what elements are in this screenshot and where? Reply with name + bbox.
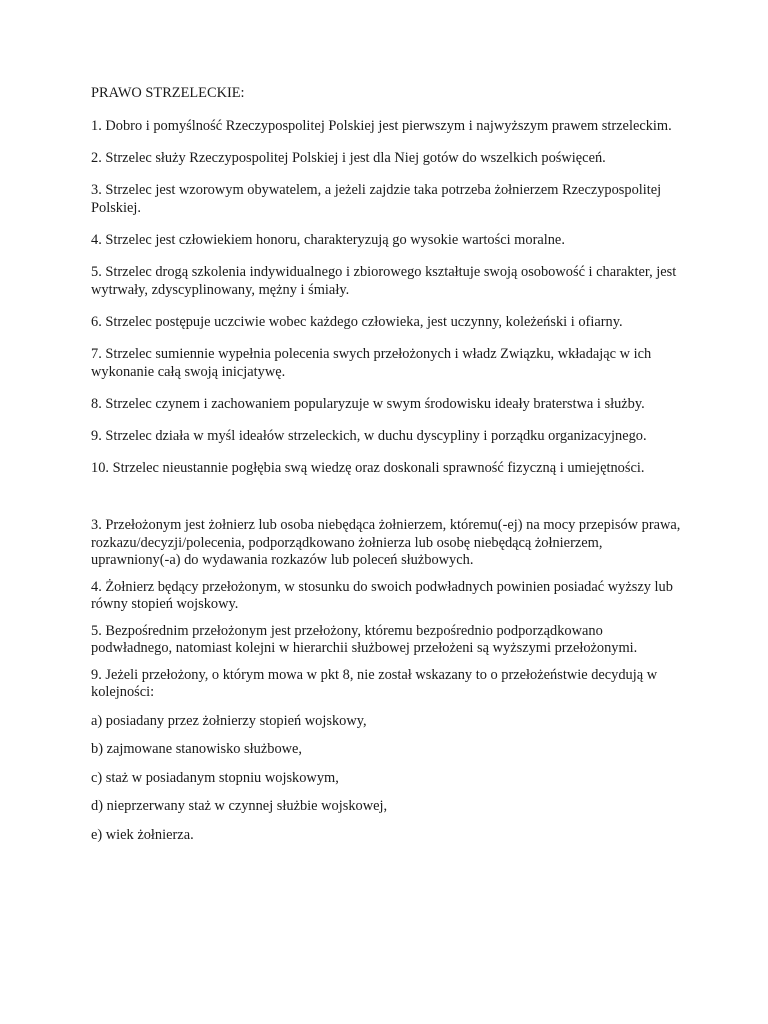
- law-point-2: 2. Strzelec służy Rzeczypospolitej Polskiej i jest dla Niej gotów do wszelkich poświęceń.: [91, 150, 606, 166]
- law-point-9: 9. Strzelec działa w myśl ideałów strzeleckich, w duchu dyscypliny i porządku organizacyjnego.: [91, 428, 647, 444]
- superior-point-5: 5. Bezpośrednim przełożonym jest przełożony, któremu bezpośrednio podporządkowano podwładnego, natomiast kolejni w hierarchii służbowej przełożeni są wyższymi przełożonymi.: [91, 622, 638, 656]
- section-gap: [91, 491, 681, 517]
- precedence-item-d: d) nieprzerwany staż w czynnej służbie wojskowej,: [91, 798, 388, 814]
- law-point-6: 6. Strzelec postępuje uczciwie wobec każdego człowieka, jest uczynny, koleżeński i ofiarny.: [91, 314, 623, 330]
- law-point-3: 3. Strzelec jest wzorowym obywatelem, a jeżeli zajdzie taka potrzeba żołnierzem Rzeczypospolitej Polskiej.: [91, 182, 662, 216]
- law-point-5: 5. Strzelec drogą szkolenia indywidualnego i zbiorowego kształtuje swoją osobowość i charakter, jest wytrwały, zdyscyplinowany, mężny i śmiały.: [91, 264, 677, 298]
- superior-point-3: 3. Przełożonym jest żołnierz lub osoba niebędąca żołnierzem, któremu(-ej) na mocy przepisów prawa, rozkazu/decyzji/polecenia, podporządkowano żołnierza lub osobę niebędącą żołnierzem, uprawniony(-a) do wydawania rozkazów lub poleceń służbowych.: [91, 517, 681, 568]
- document-page: [91, 84, 681, 855]
- law-point-4: 4. Strzelec jest człowiekiem honoru, charakteryzują go wysokie wartości moralne.: [91, 232, 565, 248]
- precedence-item-e: e) wiek żołnierza.: [91, 826, 194, 843]
- precedence-item-c: c) staż w posiadanym stopniu wojskowym,: [91, 769, 339, 786]
- law-point-7: 7. Strzelec sumiennie wypełnia polecenia swych przełożonych i władz Związku, wkładając w ich wykonanie całą swoją inicjatywę.: [91, 346, 652, 380]
- document-title: PRAWO STRZELECKIE:: [91, 85, 245, 101]
- precedence-item-a: a) posiadany przez żołnierzy stopień wojskowy,: [91, 712, 367, 729]
- precedence-item-b: b) zajmowane stanowisko służbowe,: [91, 741, 303, 757]
- law-point-1: 1. Dobro i pomyślność Rzeczypospolitej Polskiej jest pierwszym i najwyższym prawem strzeleckim.: [91, 118, 672, 134]
- shooter-law-list: [91, 117, 681, 477]
- law-point-10: 10. Strzelec nieustannie pogłębia swą wiedzę oraz doskonali sprawność fizyczną i umiejętności.: [91, 460, 645, 476]
- law-point-8: 8. Strzelec czynem i zachowaniem popularyzuje w swym środowisku ideały braterstwa i służby.: [91, 396, 645, 412]
- superior-point-9: 9. Jeżeli przełożony, o którym mowa w pkt 8, nie został wskazany to o przełożeństwie decydują w kolejności:: [91, 666, 658, 700]
- superior-point-4: 4. Żołnierz będący przełożonym, w stosunku do swoich podwładnych powinien posiadać wyższy lub równy stopień wojskowy.: [91, 578, 673, 612]
- superior-rules-list: [91, 517, 681, 844]
